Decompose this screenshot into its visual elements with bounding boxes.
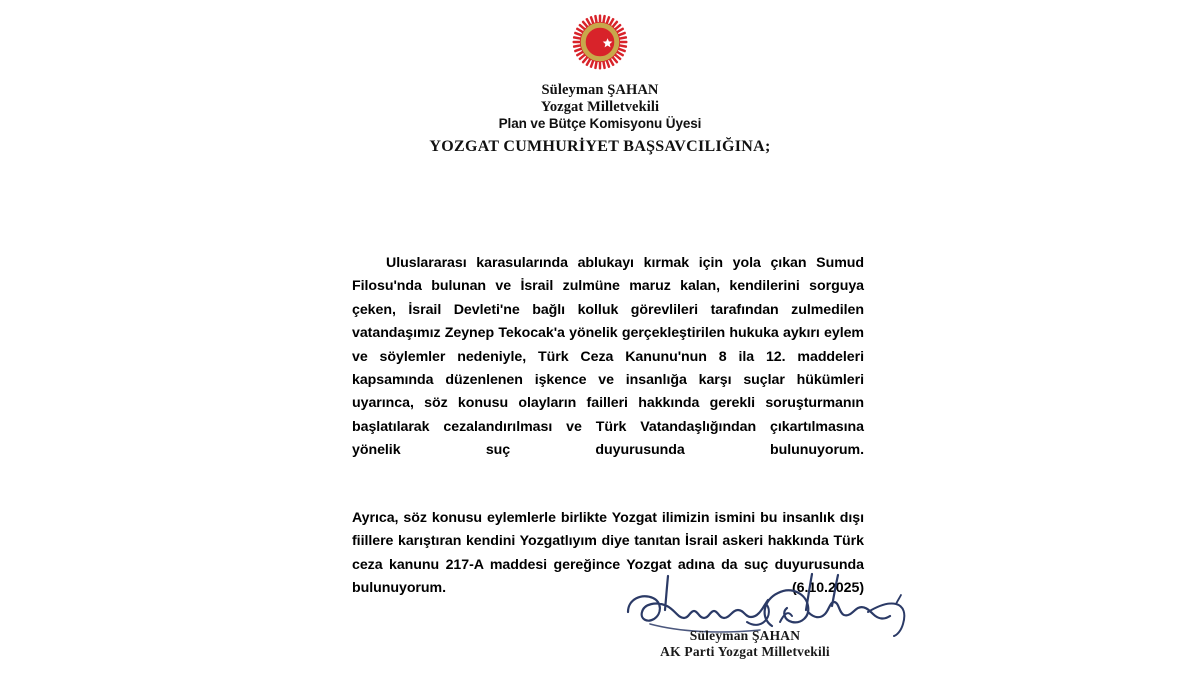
addressee-line: YOZGAT CUMHURİYET BAŞSAVCILIĞINA; bbox=[429, 138, 771, 155]
signature-name: Süleyman ŞAHAN bbox=[689, 628, 801, 643]
letterhead-line-name: Süleyman ŞAHAN bbox=[541, 82, 659, 98]
signature-title: AK Parti Yozgat Milletvekili bbox=[660, 644, 830, 659]
body-paragraph-1: Uluslararası karasularında ablukayı kırmak için yola çıkan Sumud Filosu'nda bulunan ve İsrail zulmüne maruz kalan, kendilerini sorguya çeken, İsrail Devleti'ne bağlı kolluk görevlileri tarafından zulmedilen vatandaşımız Zeynep Tekocak'a yönelik gerçekleştirilen hukuka aykırı eylem ve söylemler nedeniyle, Türk Ceza Kanunu'nun 8 ila 12. maddeleri kapsamında düzenlenen işkence ve insanlığa karşı suçlar hükümleri uyarınca, söz konusu olayların failleri hakkında gerekli soruşturmanın başlatılarak cezalandırılması ve Türk Vatandaşlığından çıkartılmasına yönelik suç duyurusunda bulunuyorum. bbox=[352, 255, 864, 459]
turkish-grand-national-assembly-emblem-icon bbox=[572, 14, 628, 70]
letterhead-line-role: Yozgat Milletvekili bbox=[540, 98, 660, 115]
emblem-container bbox=[0, 14, 1200, 70]
body-paragraph-2: Ayrıca, söz konusu eylemlerle birlikte Yozgat ilimizin ismini bu insanlık dışı fiillere karıştıran kendini Yozgatlıyım diye tanıtan İsrail askeri hakkında Türk ceza kanunu 217-A maddesi gereğince Yozgat adına da suç duyurusunda bulunuyorum. (6.10.2025) bbox=[352, 510, 864, 597]
letterhead-line-committee: Plan ve Bütçe Komisyonu Üyesi bbox=[498, 116, 702, 131]
signature-caption bbox=[600, 628, 890, 660]
letterhead bbox=[0, 82, 1200, 132]
